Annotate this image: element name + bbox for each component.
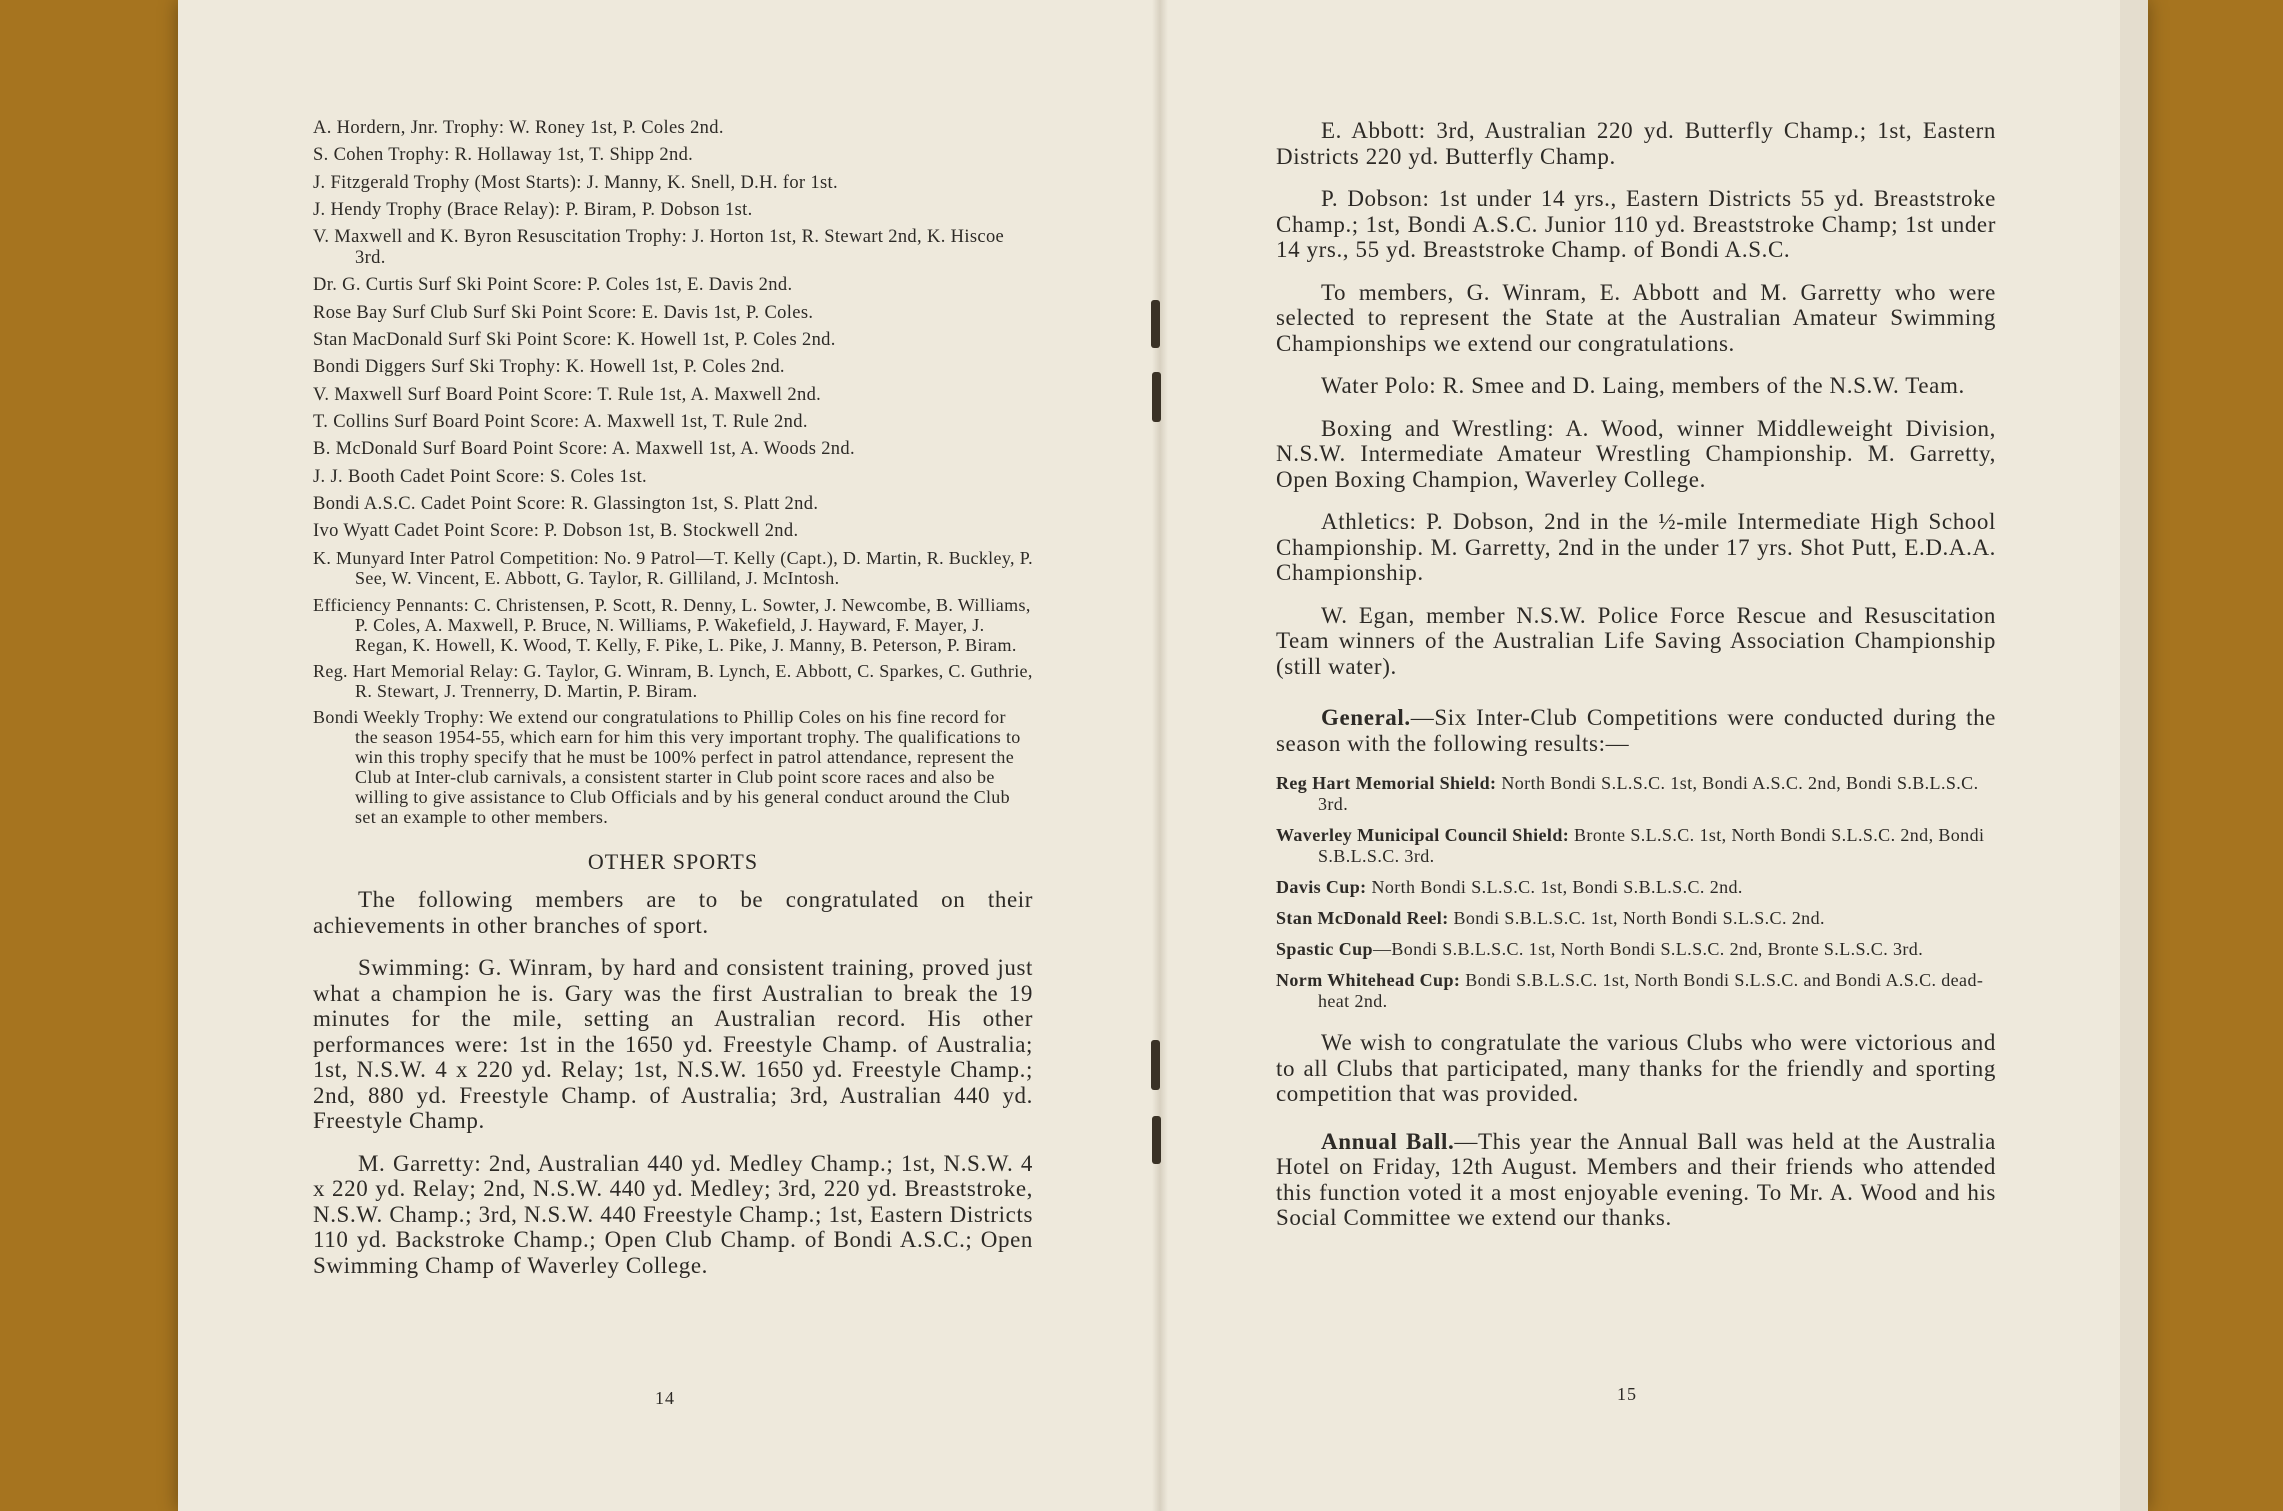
result-text: North Bondi S.L.S.C. 1st, Bondi A.S.C. 2nd, Bondi S.B.L.S.C. 3rd. [1318,773,1979,814]
result-item [1276,825,1996,867]
paragraph: To members, G. Winram, E. Abbott and M. Garretty who were selected to represent the State at the Australian Amateur Swimming Championships we extend our congratulations. [1276,279,1996,356]
result-item [1276,877,1996,898]
list-item: Stan MacDonald Surf Ski Point Score: K. Howell 1st, P. Coles 2nd. [313,330,836,351]
list-item: Bondi Weekly Trophy: We extend our congratulations to Phillip Coles on his fine record for the season 1954-55, which earn for him this very important trophy. The qualifications to win this trophy specify that he must be 100% perfect in patrol attendance, represent the Club at Inter-club carnivals, a consistent starter in Club point score races and also be willing to give assistance to Club Officials and by his general conduct around the Club set an example to other members. [313,707,1021,828]
paragraph: Water Polo: R. Smee and D. Laing, members of the N.S.W. Team. [1321,373,1965,398]
result-item [1276,908,1996,929]
list-item: S. Cohen Trophy: R. Hollaway 1st, T. Shipp 2nd. [313,145,694,166]
result-name: Reg Hart Memorial Shield: [1276,773,1497,793]
paragraph: M. Garretty: 2nd, Australian 440 yd. Medley Champ.; 1st, N.S.W. 4 x 220 yd. Relay; 2nd, N.S.W. 440 yd. Medley; 3rd, 220 yd. Breaststroke, N.S.W. Champ.; 3rd, N.S.W. 440 Freestyle Champ.; 1st, Eastern Districts 110 yd. Backstroke Champ.; Open Club Champ. of Bondi A.S.C.; Open Swimming Champ of Waverley College. [313,1150,1033,1278]
list-item: Dr. G. Curtis Surf Ski Point Score: P. Coles 1st, E. Davis 2nd. [313,275,793,296]
list-item: T. Collins Surf Board Point Score: A. Maxwell 1st, T. Rule 2nd. [313,411,808,432]
staple-top [1151,300,1160,348]
ball-lead: Annual Ball. [1321,1128,1455,1154]
page-number-left: 14 [655,1388,675,1408]
result-item [1276,970,1996,1012]
general-text: —Six Inter-Club Competitions were conducted during the season with the following results:— [1276,705,1996,756]
paragraph: P. Dobson: 1st under 14 yrs., Eastern Districts 55 yd. Breaststroke Champ.; 1st, Bondi A.S.C. Junior 110 yd. Breaststroke Champ; 1st under 14 yrs., 55 yd. Breaststroke Champ. of Bondi A.S.C. [1276,186,1996,262]
left-page [313,118,1033,1295]
page-number-right: 15 [1617,1384,1637,1404]
paragraph: The following members are to be congratulated on their achievements in other branches of sport. [313,887,1033,938]
staple-bottom [1151,1040,1160,1090]
closing-paragraph: We wish to congratulate the various Clubs who were victorious and to all Clubs that participated, many thanks for the friendly and sporting competition that was provided. [1276,1030,1996,1106]
paragraph: Boxing and Wrestling: A. Wood, winner Middleweight Division, N.S.W. Intermediate Amateur Wrestling Championship. M. Garretty, Open Boxing Champion, Waverley College. [1276,415,1996,492]
list-item: Rose Bay Surf Club Surf Ski Point Score: E. Davis 1st, P. Coles. [313,302,814,323]
paragraph: Athletics: P. Dobson, 2nd in the ½-mile Intermediate High School Championship. M. Garretty, 2nd in the under 17 yrs. Shot Putt, E.D.A.A. Championship. [1276,509,1996,585]
list-item: Bondi A.S.C. Cadet Point Score: R. Glassington 1st, S. Platt 2nd. [313,493,819,514]
list-item: B. McDonald Surf Board Point Score: A. Maxwell 1st, A. Woods 2nd. [313,439,855,460]
result-text: Bronte S.L.S.C. 1st, North Bondi S.L.S.C. 2nd, Bondi S.B.L.S.C. 3rd. [1318,825,1985,866]
ball-text: —This year the Annual Ball was held at the Australia Hotel on Friday, 12th August. Members and their friends who attended this function voted it a most enjoyable evening. To Mr. A. Wood and his Social Committee we extend our thanks. [1276,1128,1996,1230]
paragraph: W. Egan, member N.S.W. Police Force Rescue and Resuscitation Team winners of the Australian Life Saving Association Championship (still water). [1276,602,1996,679]
general-lead: General. [1321,705,1411,730]
paragraph: Swimming: G. Winram, by hard and consistent training, proved just what a champion he is. Gary was the first Australian to break the 19 minutes for the mile, setting an Australian record. His other performances were: 1st in the 1650 yd. Freestyle Champ. of Australia; 1st, N.S.W. 4 x 220 yd. Relay; 1st, N.S.W. 1650 yd. Freestyle Champ.; 2nd, 880 yd. Freestyle Champ. of Australia; 3rd, Australian 440 yd. Freestyle Champ. [313,955,1033,1134]
general-paragraph [1276,705,1996,756]
result-item [1276,773,1996,815]
right-page [1276,118,1996,1248]
list-item: J. Fitzgerald Trophy (Most Starts): J. Manny, K. Snell, D.H. for 1st. [313,172,839,193]
list-item: Reg. Hart Memorial Relay: G. Taylor, G. Winram, B. Lynch, E. Abbott, C. Sparkes, C. Guthrie, R. Stewart, J. Trennerry, D. Martin, P. Biram. [313,661,1033,702]
result-name: Norm Whitehead Cup: [1276,970,1461,990]
result-name: Stan McDonald Reel: [1276,908,1449,928]
list-item: A. Hordern, Jnr. Trophy: W. Roney 1st, P. Coles 2nd. [313,118,724,138]
result-text: Bondi S.B.L.S.C. 1st, North Bondi S.L.S.C. and Bondi A.S.C. dead-heat 2nd. [1318,970,1984,1011]
center-fold [1152,0,1168,1511]
list-item: V. Maxwell and K. Byron Resuscitation Trophy: J. Horton 1st, R. Stewart 2nd, K. Hiscoe 3rd. [313,227,1005,269]
list-item: J. Hendy Trophy (Brace Relay): P. Biram, P. Dobson 1st. [313,199,753,220]
ball-paragraph [1276,1129,1996,1231]
results-list [1276,773,1996,1012]
staple-top-2 [1152,372,1161,422]
list-item: V. Maxwell Surf Board Point Score: T. Rule 1st, A. Maxwell 2nd. [313,384,822,405]
staple-bottom-2 [1152,1116,1161,1164]
result-text: —Bondi S.B.L.S.C. 1st, North Bondi S.L.S.C. 2nd, Bronte S.L.S.C. 3rd. [1372,939,1924,959]
result-item [1276,939,1996,960]
paragraph: E. Abbott: 3rd, Australian 220 yd. Butterfly Champ.; 1st, Eastern Districts 220 yd. Butterfly Champ. [1276,118,1996,169]
list-item: J. J. Booth Cadet Point Score: S. Coles 1st. [313,466,648,487]
result-name: Spastic Cup [1276,939,1373,959]
page-edge [2120,0,2148,1511]
result-text: Bondi S.B.L.S.C. 1st, North Bondi S.L.S.C. 2nd. [1453,908,1825,928]
list-item: Efficiency Pennants: C. Christensen, P. Scott, R. Denny, L. Sowter, J. Newcombe, B. Williams, P. Coles, A. Maxwell, P. Bruce, N. Williams, P. Wakefield, J. Hayward, F. Mayer, J. Regan, K. Howell, K. Wood, T. Kelly, F. Pike, L. Pike, J. Manny, B. Peterson, P. Biram. [313,594,1031,655]
list-item: Ivo Wyatt Cadet Point Score: P. Dobson 1st, B. Stockwell 2nd. [313,521,799,542]
section-heading: OTHER SPORTS [587,849,759,875]
result-text: North Bondi S.L.S.C. 1st, Bondi S.B.L.S.C. 2nd. [1371,877,1743,897]
list-item: K. Munyard Inter Patrol Competition: No. 9 Patrol—T. Kelly (Capt.), D. Martin, R. Buckley, P. See, W. Vincent, E. Abbott, G. Taylor, R. Gilliland, J. McIntosh. [313,548,1033,589]
list-item: Bondi Diggers Surf Ski Trophy: K. Howell 1st, P. Coles 2nd. [313,357,785,378]
result-name: Waverley Municipal Council Shield: [1276,825,1570,845]
result-name: Davis Cup: [1276,877,1367,897]
trophy-list [313,118,1033,827]
